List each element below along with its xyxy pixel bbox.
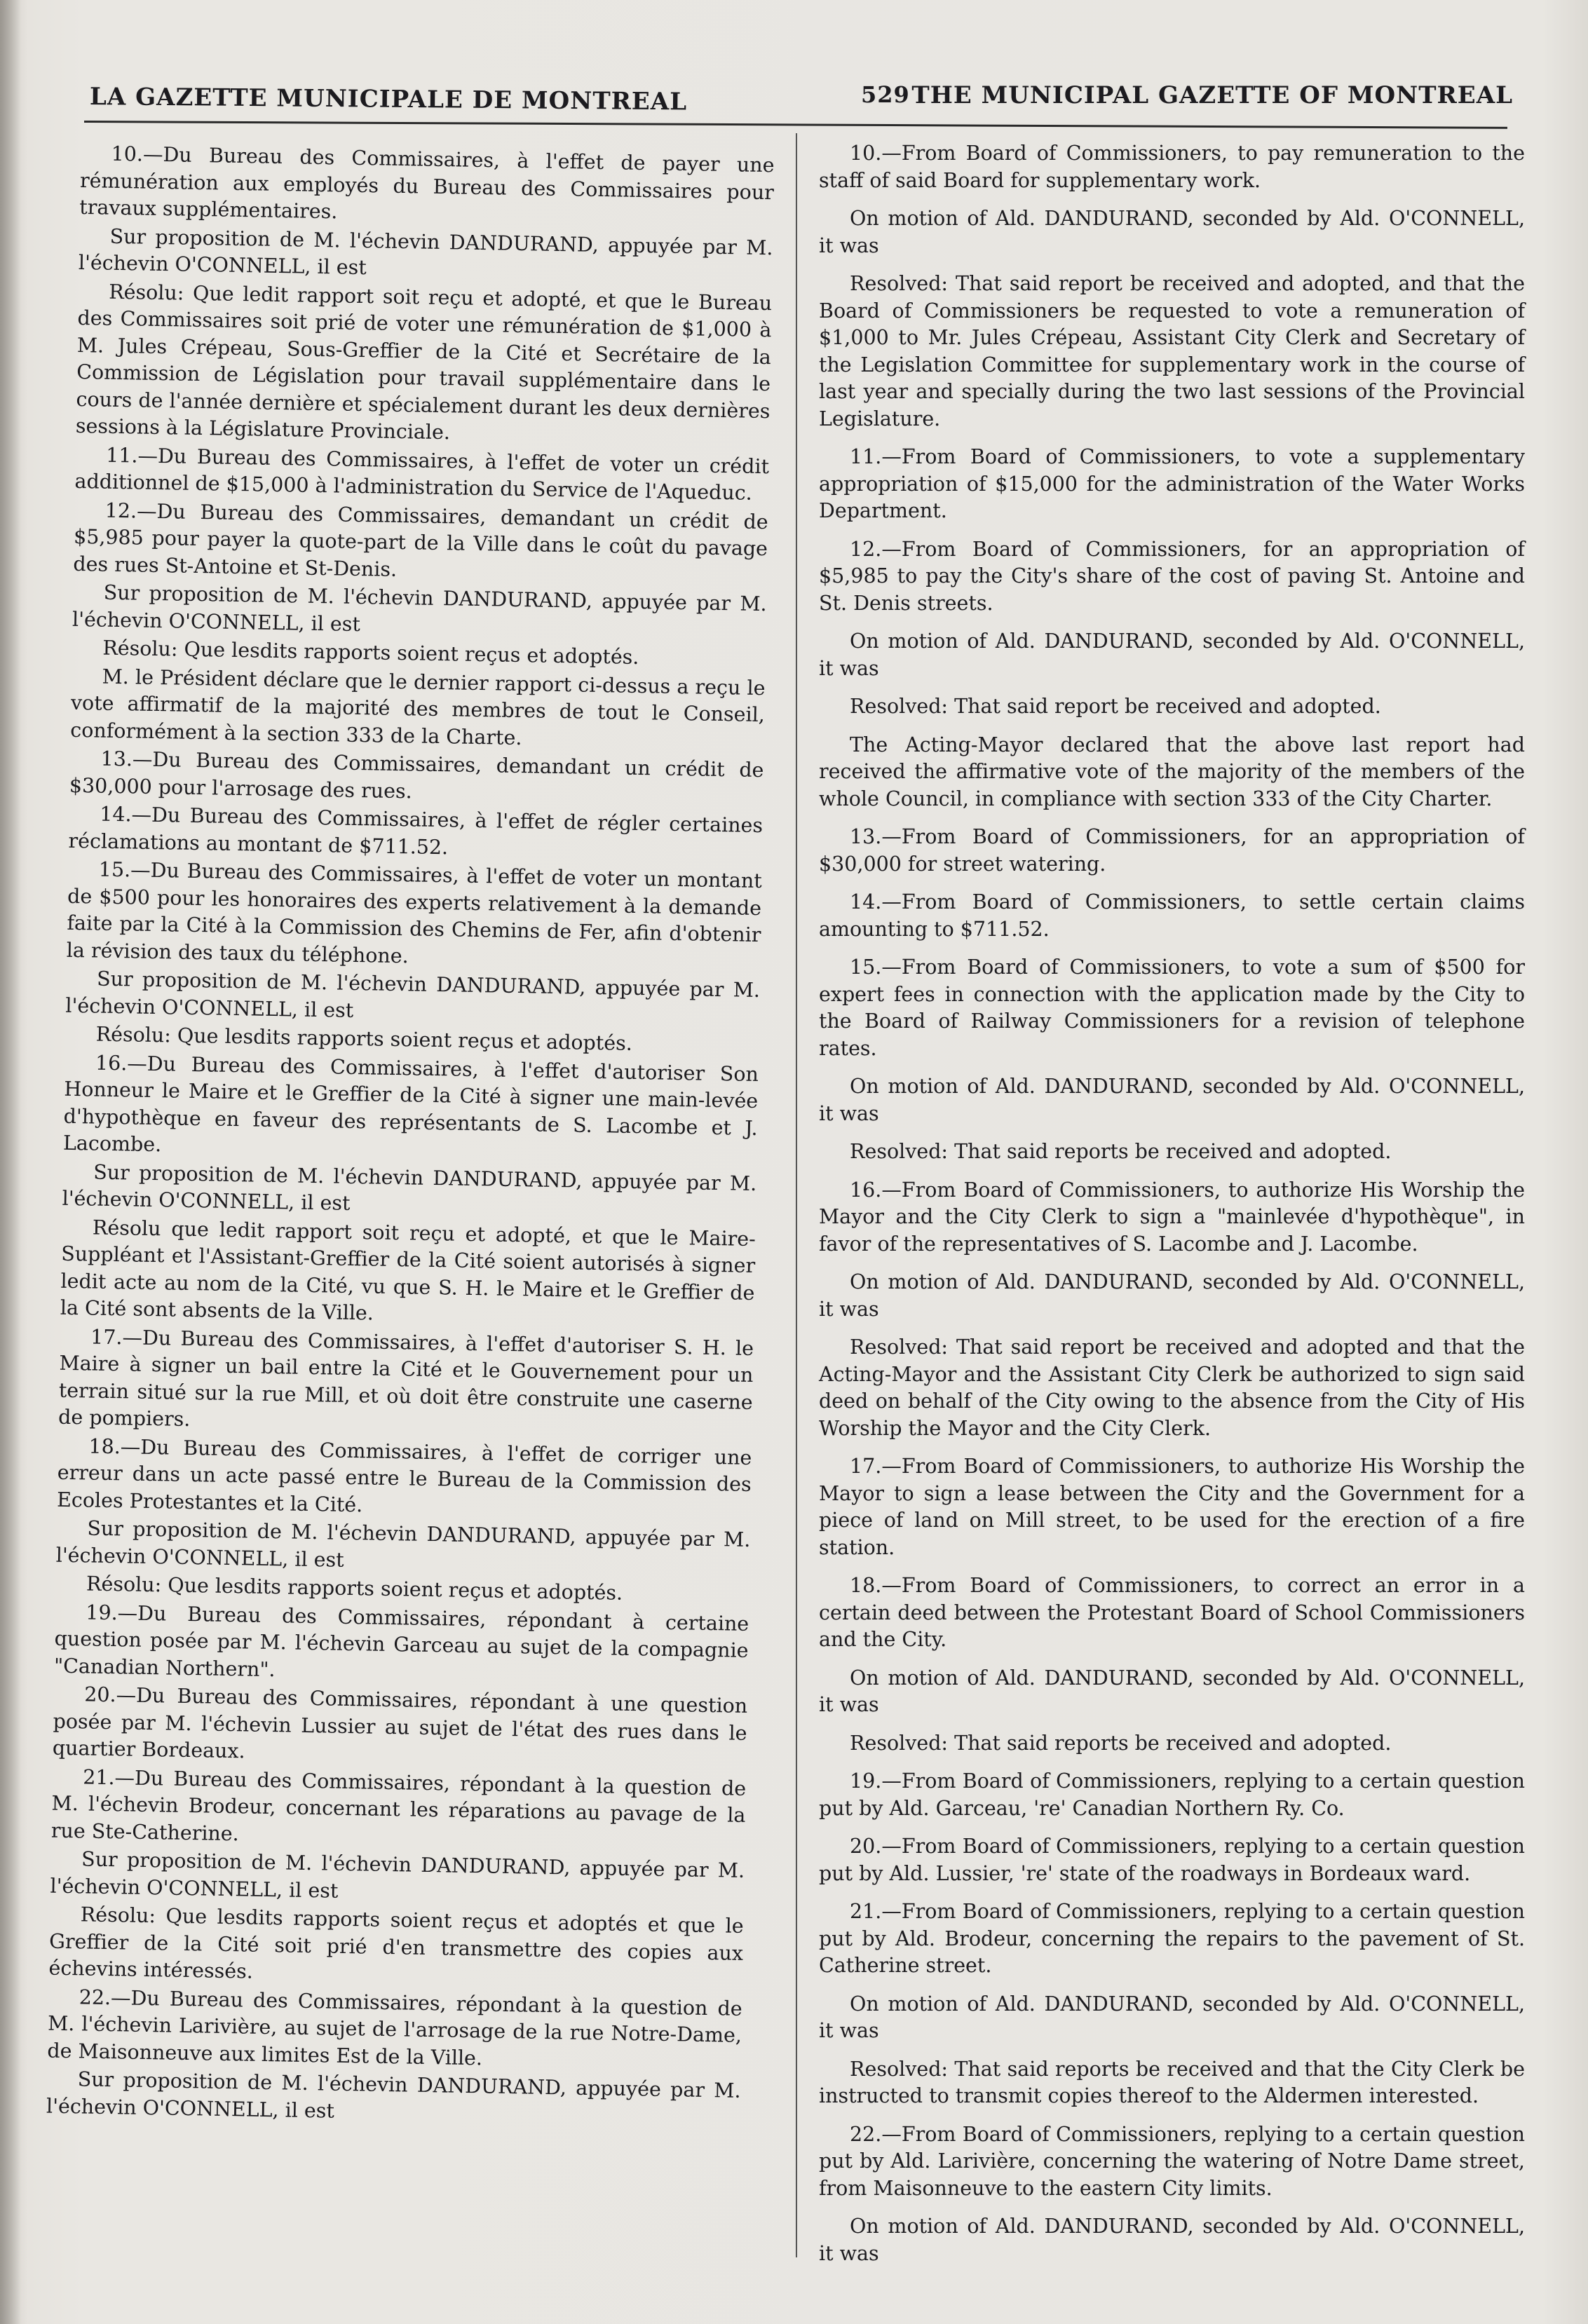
en-paragraph: On motion of Ald. DANDURAND, seconded by Ald. O'CONNELL, it was bbox=[819, 1992, 1525, 2042]
fr-paragraph: 12.—Du Bureau des Commissaires, demandant un crédit de $5,985 pour payer la quote-part de la Ville dans le coût du pavage des rues St-Antoine et St-Denis. bbox=[73, 498, 768, 581]
fr-paragraph: 17.—Du Bureau des Commissaires, à l'effet d'autoriser S. H. le Maire à signer un bail entre la Cité et le Gouvernement pour un terrain situé sur la rue Mill, et où doit être construite une caserne de pompiers. bbox=[57, 1325, 754, 1432]
fr-paragraph: 21.—Du Bureau des Commissaires, répondant à la question de M. l'échevin Brodeur, concernant les réparations au pavage de la rue Ste-Catherine. bbox=[50, 1765, 747, 1845]
en-paragraph: 17.—From Board of Commissioners, to authorize His Worship the Mayor to sign a lease between the City and the Government for a piece of land on Mill street, to be used for the erection of a fire station. bbox=[819, 1455, 1525, 1559]
french-column bbox=[46, 140, 775, 2132]
page-header bbox=[90, 79, 1513, 121]
fr-paragraph: Résolu: Que lesdits rapports soient reçus et adoptés. bbox=[95, 1022, 633, 1055]
en-paragraph: Resolved: That said report be received and adopted and that the Acting-Mayor and the Assistant City Clerk be authorized to sign said deed on behalf of the City owing to the absence from the City of His Worship the Mayor and the City Clerk. bbox=[819, 1336, 1525, 1440]
fr-paragraph: Résolu: Que lesdits rapports soient reçus et adoptés. bbox=[86, 1572, 623, 1605]
en-paragraph: 21.—From Board of Commissioners, replying to a certain question put by Ald. Brodeur, concerning the repairs to the pavement of St. Catherine street. bbox=[819, 1900, 1525, 1977]
en-paragraph: The Acting-Mayor declared that the above last report had received the affirmative vote of the majority of the members of the whole Council, in compliance with section 333 of the City Charter. bbox=[819, 733, 1525, 810]
fr-paragraph: 18.—Du Bureau des Commissaires, à l'effet de corriger une erreur dans un acte passé entre le Bureau de la Commission des Ecoles Protestantes et la Cité. bbox=[56, 1434, 752, 1516]
fr-paragraph: Sur proposition de M. l'échevin DANDURAND, appuyée par M. l'échevin O'CONNELL, il est bbox=[55, 1516, 751, 1572]
en-paragraph: 14.—From Board of Commissioners, to settle certain claims amounting to $711.52. bbox=[819, 890, 1525, 941]
en-paragraph: 22.—From Board of Commissioners, replying to a certain question put by Ald. Larivière, concerning the watering of Notre Dame street, from Maisonneuve to the eastern City limits. bbox=[819, 2122, 1525, 2200]
fr-paragraph: Résolu: Que lesdits rapports soient reçus et adoptés. bbox=[102, 636, 639, 670]
fr-paragraph: 19.—Du Bureau des Commissaires, répondant à certaine question posée par M. l'échevin Garceau au sujet de la compagnie "Canadian Northern". bbox=[53, 1600, 749, 1681]
en-paragraph: Resolved: That said reports be received and adopted. bbox=[850, 1140, 1392, 1163]
fr-paragraph: 13.—Du Bureau des Commissaires, demandant un crédit de $30,000 pour l'arrosage des rues. bbox=[69, 747, 764, 803]
en-paragraph: 12.—From Board of Commissioners, for an appropriation of $5,985 to pay the City's share of the cost of paving St. Antoine and St. Denis streets. bbox=[819, 537, 1525, 615]
en-paragraph: On motion of Ald. DANDURAND, seconded by Ald. O'CONNELL, it was bbox=[819, 207, 1525, 257]
en-paragraph: 19.—From Board of Commissioners, replying to a certain question put by Ald. Garceau, 're' Canadian Northern Ry. Co. bbox=[819, 1769, 1525, 1820]
en-paragraph: On motion of Ald. DANDURAND, seconded by Ald. O'CONNELL, it was bbox=[819, 1270, 1525, 1321]
fr-paragraph: Sur proposition de M. l'échevin DANDURAND, appuyée par M. l'échevin O'CONNELL, il est bbox=[50, 1847, 745, 1903]
en-paragraph: 11.—From Board of Commissioners, to vote a supplementary appropriation of $15,000 for the administration of the Water Works Department. bbox=[819, 445, 1525, 522]
fr-paragraph: Sur proposition de M. l'échevin DANDURAND, appuyée par M. l'échevin O'CONNELL, il est bbox=[65, 967, 761, 1022]
en-paragraph: On motion of Ald. DANDURAND, seconded by Ald. O'CONNELL, it was bbox=[819, 2215, 1525, 2265]
binding-shadow bbox=[0, 0, 21, 2324]
fr-paragraph: M. le Président déclare que le dernier rapport ci-dessus a reçu le vote affirmatif de la majorité des membres de tout le Conseil, conformément à la section 333 de la Charte. bbox=[70, 665, 766, 749]
fr-paragraph: 10.—Du Bureau des Commissaires, à l'effet de payer une rémunération aux employés du Bureau des Commissaires pour travaux supplémentaires. bbox=[79, 142, 775, 224]
en-paragraph: 15.—From Board of Commissioners, to vote a sum of $500 for expert fees in connection with the application made by the City to the Board of Railway Commissioners for a revision of telephone rates. bbox=[819, 956, 1525, 1060]
fr-paragraph: 11.—Du Bureau des Commissaires, à l'effet de voter un crédit additionnel de $15,000 à l'administration du Service de l'Aqueduc. bbox=[74, 443, 770, 505]
fr-paragraph: Résolu: Que lesdits rapports soient reçus et adoptés et que le Greffier de la Cité soit prié d'en transmettre des copies aux échevins intéressés. bbox=[48, 1903, 744, 1983]
english-column bbox=[819, 140, 1525, 2267]
fr-paragraph: 22.—Du Bureau des Commissaires, répondant à la question de M. l'échevin Larivière, au sujet de l'arrosage de la rue Notre-Dame, de Maisonneuve aux limites Est de la Ville. bbox=[47, 1985, 742, 2070]
en-paragraph: Resolved: That said report be received and adopted. bbox=[850, 695, 1381, 718]
header-rule bbox=[84, 121, 1507, 129]
fr-paragraph: 20.—Du Bureau des Commissaires, répondant à une question posée par M. l'échevin Lussier au sujet de l'état des rues dans le quartier Bordeaux. bbox=[52, 1683, 748, 1763]
en-paragraph: 13.—From Board of Commissioners, for an appropriation of $30,000 for street watering. bbox=[819, 825, 1525, 876]
en-paragraph: Resolved: That said reports be received and adopted. bbox=[850, 1731, 1392, 1755]
en-paragraph: On motion of Ald. DANDURAND, seconded by Ald. O'CONNELL, it was bbox=[819, 1075, 1525, 1125]
page-number: 529 bbox=[861, 81, 910, 108]
fr-paragraph: 15.—Du Bureau des Commissaires, à l'effet de voter un montant de $500 pour les honoraires des experts relativement à la demande faite par la Cité à la Commission des Chemins de Fer, afin d'obtenir la révision des taux du téléphone. bbox=[66, 857, 762, 967]
fr-paragraph: 16.—Du Bureau des Commissaires, à l'effet d'autoriser Son Honneur le Maire et le Greffier de la Cité à signer une main-levée d'hypothèque en faveur des représentants de S. Lacombe et J. Lacombe. bbox=[62, 1051, 759, 1157]
header-french-title: LA GAZETTE MUNICIPALE DE MONTREAL bbox=[89, 83, 688, 116]
fr-paragraph: Sur proposition de M. l'échevin DANDURAND, appuyée par M. l'échevin O'CONNELL, il est bbox=[46, 2067, 741, 2123]
fr-paragraph: Résolu que ledit rapport soit reçu et adopté, et que le Maire-Suppléant et l'Assistant-Greffier de la Cité soient autorisés à signer ledit acte au nom de la Cité, vu que S. H. le Maire et le Greffier de la Cité sont absents de la Ville. bbox=[60, 1216, 756, 1325]
en-paragraph: On motion of Ald. DANDURAND, seconded by Ald. O'CONNELL, it was bbox=[819, 630, 1525, 680]
en-paragraph: On motion of Ald. DANDURAND, seconded by Ald. O'CONNELL, it was bbox=[819, 1666, 1525, 1716]
en-paragraph: 18.—From Board of Commissioners, to correct an error in a certain deed between the Protestant Board of School Commissioners and the City. bbox=[819, 1574, 1525, 1651]
fr-paragraph: Sur proposition de M. l'échevin DANDURAND, appuyée par M. l'échevin O'CONNELL, il est bbox=[72, 580, 767, 636]
en-paragraph: 20.—From Board of Commissioners, replying to a certain question put by Ald. Lussier, 're' state of the roadways in Bordeaux ward. bbox=[819, 1835, 1525, 1885]
en-paragraph: Resolved: That said reports be received and that the City Clerk be instructed to transmit copies thereof to the Aldermen interested. bbox=[819, 2057, 1525, 2107]
en-paragraph: 10.—From Board of Commissioners, to pay remuneration to the staff of said Board for supplementary work. bbox=[819, 142, 1525, 192]
fr-paragraph: Sur proposition de M. l'échevin DANDURAND, appuyée par M. l'échevin O'CONNELL, il est bbox=[78, 224, 773, 280]
en-paragraph: 16.—From Board of Commissioners, to authorize His Worship the Mayor and the City Clerk to sign a "mainlevée d'hypothèque", in favor of the representatives of S. Lacombe and J. Lacombe. bbox=[819, 1178, 1525, 1256]
column-divider bbox=[796, 133, 797, 2257]
fr-paragraph: 14.—Du Bureau des Commissaires, à l'effet de régler certaines réclamations au montant de $711.52. bbox=[68, 802, 764, 859]
fr-paragraph: Sur proposition de M. l'échevin DANDURAND, appuyée par M. l'échevin O'CONNELL, il est bbox=[62, 1160, 757, 1215]
en-paragraph: Resolved: That said report be received and adopted, and that the Board of Commissioners be requested to vote a remuneration of $1,000 to Mr. Jules Crépeau, Assistant City Clerk and Secretary of the Legislation Committee for supplementary work in the course of last year and specially during the two last sessions of the Provincial Legislature. bbox=[819, 272, 1525, 430]
header-english-title: THE MUNICIPAL GAZETTE OF MONTREAL bbox=[911, 81, 1513, 109]
fr-paragraph: Résolu: Que ledit rapport soit reçu et adopté, et que le Bureau des Commissaires soit prié de voter une rémunération de $1,000 à M. Jules Crépeau, Sous-Greffier de la Cité et Secrétaire de la Commission de Législation pour travail supplémentaire dans le cours de l'année dernière et spécialement durant les deux dernières sessions à la Législature Provinciale. bbox=[75, 280, 773, 444]
